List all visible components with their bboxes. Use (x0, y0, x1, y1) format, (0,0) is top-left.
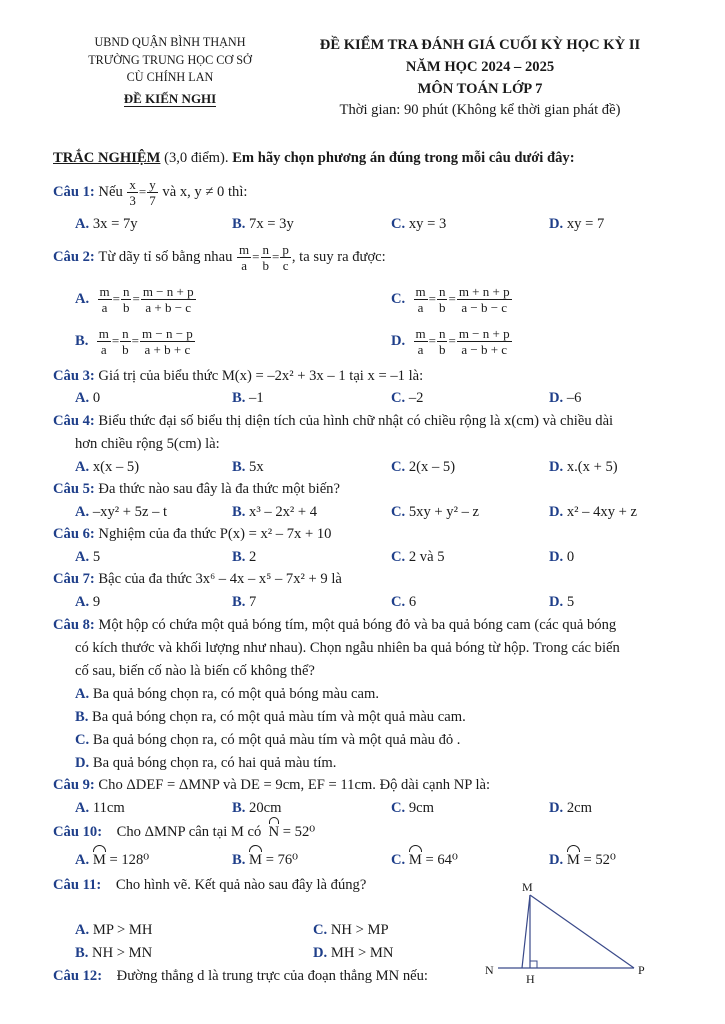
option-b[interactable]: B. $\frac{m}{a}$ = $\frac{n}{b}$ = $\frac{m - n - p}{a + b + c}$ (75, 325, 193, 357)
question-9: Câu 9: Cho ΔDEF = ΔMNP và DE = 9cm, EF = 11cm. Độ dài cạnh NP là: (53, 777, 491, 793)
question-text: Nếu (98, 184, 123, 200)
option-a[interactable]: A. 0 (75, 390, 101, 406)
question-5: Câu 5: Đa thức nào sau đây là đa thức một biến? (53, 481, 340, 497)
option-a[interactable]: A. 11cm (75, 800, 125, 816)
option-c[interactable]: C. 9cm (391, 800, 434, 816)
question-8-line3: cố sau, biến cố nào là biến cố không thể? (75, 663, 315, 679)
option-d[interactable]: D. xy = 7 (549, 216, 605, 232)
question-3: Câu 3: Giá trị của biểu thức M(x) = –2x² + 3x – 1 tại x = –1 là: (53, 368, 424, 384)
side-mn (522, 895, 530, 968)
option-d[interactable]: D. 0 (549, 549, 575, 565)
school-name: CÙ CHÍNH LAN (126, 70, 214, 84)
question-text: và x, y ≠ 0 thì: (162, 184, 248, 200)
option-b[interactable]: B. 2 (232, 549, 257, 565)
option-a[interactable]: A. Ba quả bóng chọn ra, có một quả bóng màu cam. (75, 686, 379, 702)
question-8-line2: có kích thước và khối lượng như nhau). Chọn ngẫu nhiên ba quả bóng từ hộp. Trong các biến (75, 640, 620, 656)
option-b[interactable]: B. M = 76⁰ (232, 852, 299, 868)
option-a[interactable]: A. –xy² + 5z – t (75, 504, 168, 520)
option-d[interactable]: D. –6 (549, 390, 582, 406)
option-b[interactable]: B. 7x = 3y (232, 216, 294, 232)
fraction: $\frac{y}{7}$ (149, 176, 156, 208)
option-d[interactable]: D. 2cm (549, 800, 592, 816)
school-type: TRƯỜNG TRUNG HỌC CƠ SỞ (88, 52, 252, 67)
option-c[interactable]: C. M = 64⁰ (391, 852, 458, 868)
label-m: M (522, 880, 533, 894)
question-6: Câu 6: Nghiệm của đa thức P(x) = x² – 7x + 10 (53, 526, 332, 542)
option-b[interactable]: B. 7 (232, 594, 257, 610)
option-a[interactable]: A. x(x – 5) (75, 459, 140, 475)
school-year: NĂM HỌC 2024 – 2025 (405, 59, 555, 75)
section-points: (3,0 điểm). (160, 150, 233, 166)
exam-title: ĐỀ KIỂM TRA ĐÁNH GIÁ CUỐI KỲ HỌC KỲ II (319, 37, 641, 53)
label-h: H (526, 972, 535, 986)
question-2: Câu 2: Từ dãy tỉ số bằng nhau $\frac{m}{a}$ = $\frac{n}{b}$ = $\frac{p}{c}$ , ta suy ra được: (53, 241, 386, 273)
option-d[interactable]: D. x.(x + 5) (549, 459, 618, 475)
exam-time: Thời gian: 90 phút (Không kể thời gian phát đề) (339, 102, 621, 118)
option-a[interactable]: A. $\frac{m}{a}$ = $\frac{n}{b}$ = $\frac{m - n + p}{a + b - c}$ (75, 283, 194, 315)
option-a[interactable]: A. 3x = 7y (75, 216, 138, 232)
option-d[interactable]: D. M = 52⁰ (549, 852, 616, 868)
question-text: , ta suy ra được: (291, 249, 386, 265)
option-d[interactable]: D. x² – 4xy + z (549, 504, 638, 520)
district-name: UBND QUẬN BÌNH THẠNH (94, 35, 246, 49)
question-number: Câu 2: (53, 249, 95, 265)
school-header (60, 34, 280, 108)
option-b[interactable]: B. –1 (232, 390, 264, 406)
option-c[interactable]: C. xy = 3 (391, 216, 447, 232)
question-4: Câu 4: Biểu thức đại số biểu thị diện tích của hình chữ nhật có chiều rộng là x(cm) và chiều dài (53, 413, 614, 429)
option-c[interactable]: C. 5xy + y² – z (391, 504, 480, 520)
option-c[interactable]: C. 2 và 5 (391, 549, 445, 565)
option-a[interactable]: A. MP > MH (75, 922, 153, 938)
section-heading (53, 148, 575, 168)
question-12: Câu 12: Đường thẳng d là trung trực của đoạn thẳng MN nếu: (53, 968, 428, 984)
section-label: TRẮC NGHIỆM (53, 150, 161, 166)
question-7: Câu 7: Bậc của đa thức 3x⁶ – 4x – x⁵ – 7x² + 9 là (53, 571, 342, 587)
option-c[interactable]: C. –2 (391, 390, 424, 406)
label-n: N (485, 963, 494, 977)
question-text: Từ dãy tỉ số bằng nhau (98, 249, 233, 265)
right-angle-mark (530, 961, 537, 968)
question-11: Câu 11: Cho hình vẽ. Kết quả nào sau đây là đúng? (53, 877, 367, 893)
option-b[interactable]: B. NH > MN (75, 945, 153, 961)
option-d[interactable]: D. 5 (549, 594, 575, 610)
label-p: P (638, 963, 645, 977)
option-b[interactable]: B. Ba quả bóng chọn ra, có một quả màu tím và một quả màu cam. (75, 709, 466, 725)
option-d[interactable]: D. MH > MN (313, 945, 394, 961)
fraction: $\frac{x}{3}$ (129, 176, 136, 208)
angle-n: N (268, 824, 280, 840)
option-b[interactable]: B. 5x (232, 459, 264, 475)
triangle-figure (480, 876, 660, 991)
question-number: Câu 1: (53, 184, 95, 200)
option-b[interactable]: B. x³ – 2x² + 4 (232, 504, 318, 520)
option-c[interactable]: C. $\frac{m}{a}$ = $\frac{n}{b}$ = $\frac{m + n + p}{a - b - c}$ (391, 283, 510, 315)
option-a[interactable]: A. 9 (75, 594, 101, 610)
option-d[interactable]: D. $\frac{m}{a}$ = $\frac{n}{b}$ = $\frac{m - n + p}{a - b + c}$ (391, 325, 510, 357)
option-a[interactable]: A. 5 (75, 549, 101, 565)
option-d[interactable]: D. Ba quả bóng chọn ra, có hai quả màu tím. (75, 755, 337, 771)
section-instruction: Em hãy chọn phương án đúng trong mỗi câu dưới đây: (232, 150, 575, 166)
option-c[interactable]: C. NH > MP (313, 922, 389, 938)
option-c[interactable]: C. 6 (391, 594, 417, 610)
question-4-line2: hơn chiều rộng 5(cm) là: (75, 436, 220, 452)
option-a[interactable]: A. M = 128⁰ (75, 852, 150, 868)
question-1: Câu 1: Nếu $\frac{x}{3}$ = $\frac{y}{7}$ và x, y ≠ 0 thì: (53, 176, 248, 208)
exam-header (290, 34, 670, 120)
option-c[interactable]: C. Ba quả bóng chọn ra, có một quả màu tím và một quả màu đỏ . (75, 732, 461, 748)
option-c[interactable]: C. 2(x – 5) (391, 459, 456, 475)
option-b[interactable]: B. 20cm (232, 800, 282, 816)
proposal-label: ĐỀ KIẾN NGHI (123, 90, 217, 106)
side-mp (530, 895, 634, 968)
subject: MÔN TOÁN LỚP 7 (417, 81, 543, 97)
question-8: Câu 8: Một hộp có chứa một quả bóng tím, một quả bóng đỏ và ba quả bóng cam (các quả bóng (53, 617, 617, 633)
question-10: Câu 10: Cho ΔMNP cân tại M có N = 52⁰ (53, 824, 316, 840)
